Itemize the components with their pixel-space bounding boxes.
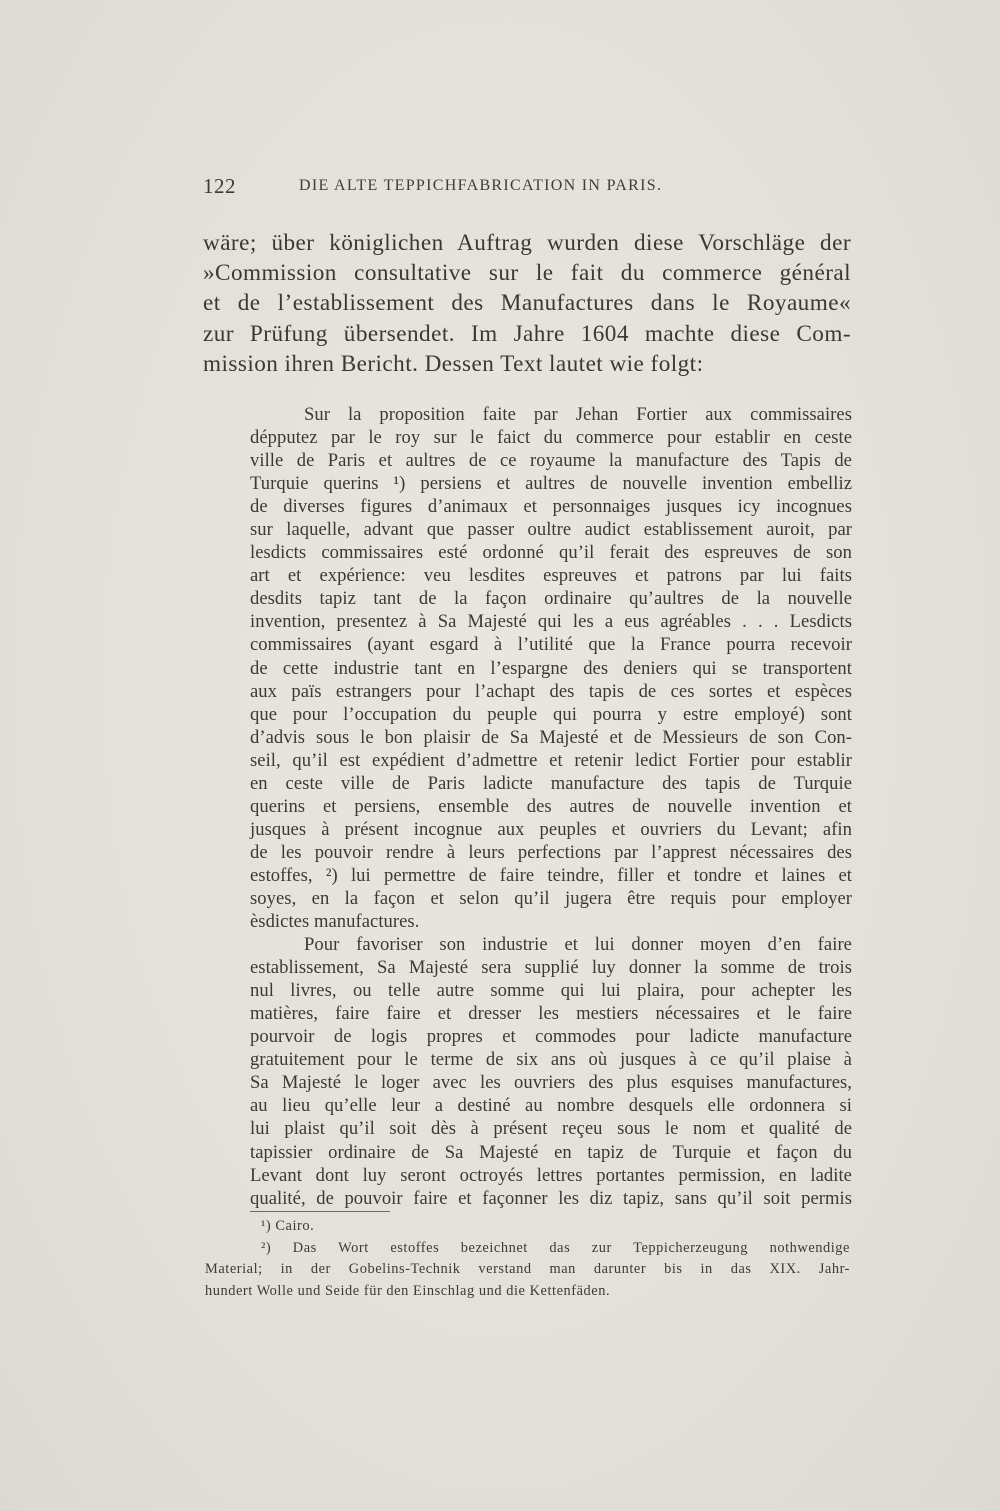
quote-line: art et expérience: veu lesdites espreuves et patrons par lui faits [250,565,852,587]
footnote-line: ²) Das Wort estoffes bezeichnet das zur Teppicherzeugung nothwendige [261,1239,850,1256]
quote-line: estoffes, ²) lui permettre de faire teindre, filler et tondre et laines et [250,864,852,886]
french-quotation [250,403,852,1210]
quote-line: Pour favoriser son industrie et lui donner moyen d’en faire [304,934,852,956]
quote-line: seil, qu’il est expédient d’admettre et retenir ledict Fortier pour establir [250,749,852,771]
quote-line: nul livres, ou telle autre somme qui lui plaira, pour achepter les [250,980,852,1002]
text-line: zur Prüfung übersendet. Im Jahre 1604 machte diese Com- [203,320,851,347]
quote-line: Sa Majesté le loger avec les ouvriers des plus esquises manufactures, [250,1072,852,1094]
quote-line: de les pouvoir rendre à leurs perfections par l’apprest nécessaires des [250,841,852,863]
quote-line: querins et persiens, ensemble des autres de nouvelle invention et [250,795,852,817]
quote-line: au lieu qu’elle leur a destiné au nombre desquels elle ordonnera si [250,1095,852,1117]
quote-line: de cette industrie tant en l’espargne des deniers qui se transportent [250,657,852,679]
footnote-line: Material; in der Gobelins-Technik verstand man darunter bis in das XIX. Jahr- [205,1261,850,1277]
quote-line: soyes, en la façon et selon qu’il jugera être requis pour employer [250,887,852,909]
quote-line: dépputez par le roy sur le faict du commerce pour establir en ceste [250,427,852,449]
quote-line: commissaires (ayant esgard à l’utilité que la France pourra recevoir [250,634,852,656]
quote-line: èsdictes manufactures. [250,911,420,933]
quote-line: invention, presentez à Sa Majesté qui les a eus agréables . . . Lesdicts [250,611,852,633]
quote-line: aux païs estrangers pour l’achapt des tapis de ces sortes et espèces [250,680,852,702]
quote-line: qualité, de pouvoir faire et façonner les diz tapiz, sans qu’il soit permis [250,1187,852,1209]
quote-line: gratuitement pour le terme de six ans où jusques à ce qu’il plaise à [250,1049,852,1071]
quote-line: lesdicts commissaires esté ordonné qu’il ferait des espreuves de son [250,542,852,564]
quote-line: Levant dont luy seront octroyés lettres portantes permission, en ladite [250,1164,852,1186]
quote-line: ville de Paris et aultres de ce royaume la manufacture des Tapis de [250,450,852,472]
text-line: et de l’establissement des Manufactures dans le Royaume« [203,290,851,317]
quote-line: de diverses figures d’animaux et personnaiges jusques icy incognues [250,496,852,518]
page-header [203,172,763,202]
quote-line: establissement, Sa Majesté sera supplié luy donner la somme de trois [250,957,852,979]
quote-line: jusques à présent incognue aux peuples et ouvriers du Levant; afin [250,818,852,840]
footnote-line: ¹) Cairo. [261,1218,315,1234]
footnote-rule [250,1211,390,1212]
quote-line: sur laquelle, advant que passer oultre audict establissement auroit, par [250,519,852,541]
quote-line: pourvoir de logis propres et commodes pour ladicte manufacture [250,1026,852,1048]
german-paragraph [203,228,851,379]
quote-line: desdits tapiz tant de la façon ordinaire qu’aultres de la nouvelle [250,588,852,610]
quote-line: Sur la proposition faite par Jehan Fortier aux commissaires [304,404,852,425]
text-line: »Commission consultative sur le fait du commerce général [203,260,851,287]
page-number: 122 [203,174,236,198]
footnotes [205,1216,850,1302]
text-line: wäre; über königlichen Auftrag wurden diese Vorschläge der [203,230,851,256]
quote-line: Turquie querins ¹) persiens et aultres de nouvelle invention embelliz [250,473,852,495]
quote-line: matières, faire faire et dresser les mestiers nécessaires et le faire [250,1003,852,1025]
running-title: DIE ALTE TEPPICHFABRICATION IN PARIS. [299,177,663,194]
text-line: mission ihren Bericht. Dessen Text lautet wie folgt: [203,350,704,377]
quote-line: tapissier ordinaire de Sa Majesté en tapiz de Turquie et façon du [250,1141,852,1163]
quote-line: lui plaist qu’il soit dès à présent reçeu sous le nom et qualité de [250,1118,852,1140]
quote-line: en ceste ville de Paris ladicte manufacture des tapis de Turquie [250,772,852,794]
quote-line: que pour l’occupation du peuple qui pourra y estre employé) sont [250,703,852,725]
footnote-line: hundert Wolle und Seide für den Einschlag und die Kettenfäden. [205,1282,611,1299]
quote-line: d’advis sous le bon plaisir de Sa Majesté et de Messieurs de son Con- [250,726,852,748]
